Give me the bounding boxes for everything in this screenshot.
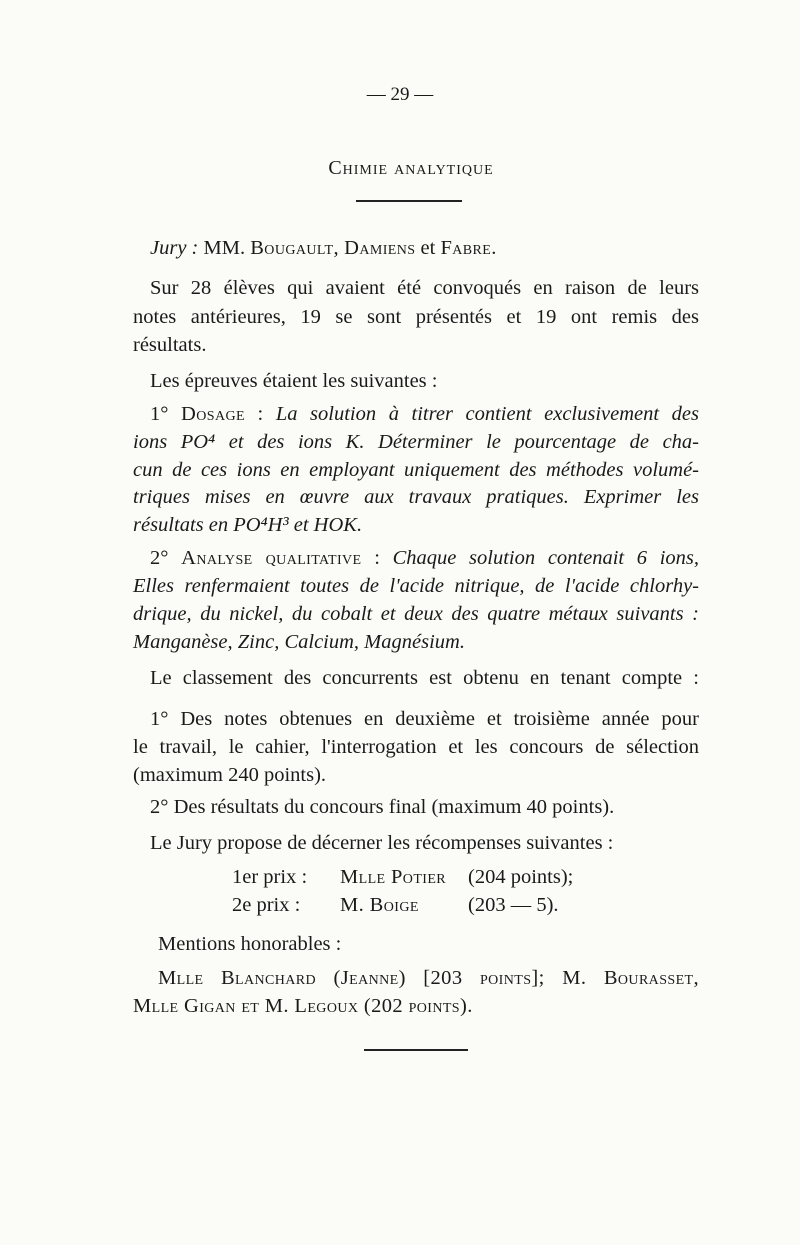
- jury-line: [150, 234, 497, 262]
- criteria1-line: le travail, le cahier, l'interrogation et les concours de sélection: [133, 736, 699, 758]
- intro-line: notes antérieures, 19 se sont présentés et 19 ont remis des: [133, 306, 699, 328]
- jury-prefix: MM.: [203, 237, 246, 259]
- item2-line: Manganèse, Zinc, Calcium, Magnésium.: [133, 631, 465, 653]
- closing-rule: [364, 1049, 468, 1051]
- epreuves-intro: Les épreuves étaient les suivantes :: [150, 370, 438, 392]
- jury-name-1: Bougault,: [250, 237, 340, 259]
- prize-name: M. Boige: [340, 894, 419, 916]
- intro-line: Sur 28 élèves qui avaient été convoqués en raison de leurs: [150, 277, 699, 299]
- intro-line: résultats.: [133, 334, 207, 356]
- jury-label: Jury :: [150, 237, 199, 259]
- mentions-line: Mlle Blanchard (Jeanne) [203 points]; M. Bourasset,: [158, 967, 699, 989]
- item1-line: triques mises en œuvre aux travaux pratiques. Exprimer les: [133, 486, 699, 508]
- title-rule: [356, 200, 462, 202]
- item1-title: Dosage: [181, 403, 245, 425]
- criteria2: 2° Des résultats du concours final (maximum 40 points).: [150, 796, 615, 818]
- jury-name-3: Fabre.: [440, 237, 497, 259]
- item1-text: La solution à titrer contient exclusivement des: [275, 403, 700, 425]
- jury-conj: et: [420, 237, 436, 259]
- prize-rank: 2e prix :: [232, 894, 301, 916]
- prize-rank: 1er prix :: [232, 866, 308, 888]
- item2-line: Elles renfermaient toutes de l'acide nitrique, de l'acide chlorhy-: [133, 575, 699, 597]
- criteria1-line: (maximum 240 points).: [133, 764, 327, 786]
- mentions-line: Mlle Gigan et M. Legoux (202 points).: [133, 995, 473, 1017]
- item1-sep: :: [257, 403, 264, 425]
- item2-text: Chaque solution contenait 6 ions,: [392, 547, 700, 569]
- prize-points: (203 — 5).: [468, 894, 559, 916]
- item2-num: 2°: [150, 547, 169, 569]
- item2-line: drique, du nickel, du cobalt et deux des quatre métaux suivants :: [133, 603, 699, 625]
- page-number: — 29 —: [366, 84, 434, 105]
- item1-line: ions PO⁴ et des ions K. Déterminer le pourcentage de cha-: [133, 431, 699, 453]
- section-title: Chimie analytique: [328, 157, 494, 179]
- proposal: Le Jury propose de décerner les récompenses suivantes :: [150, 832, 614, 854]
- item1-line: cun de ces ions en employant uniquement des méthodes volumé-: [133, 459, 699, 481]
- classement-intro: Le classement des concurrents est obtenu en tenant compte :: [150, 667, 699, 689]
- item2-sep: :: [374, 547, 380, 569]
- mentions-label: Mentions honorables :: [158, 933, 342, 955]
- item1-first-line: [150, 400, 699, 428]
- item2-first-line: [150, 544, 699, 572]
- prize-points: (204 points);: [468, 866, 574, 888]
- prize-name: Mlle Potier: [340, 866, 447, 888]
- item1-line: résultats en PO⁴H³ et HOK.: [133, 514, 363, 536]
- jury-name-2: Damiens: [344, 237, 416, 259]
- item2-title: Analyse qualitative: [181, 547, 362, 569]
- criteria1-line: 1° Des notes obtenues en deuxième et troisième année pour: [150, 708, 699, 730]
- item1-num: 1°: [150, 403, 169, 425]
